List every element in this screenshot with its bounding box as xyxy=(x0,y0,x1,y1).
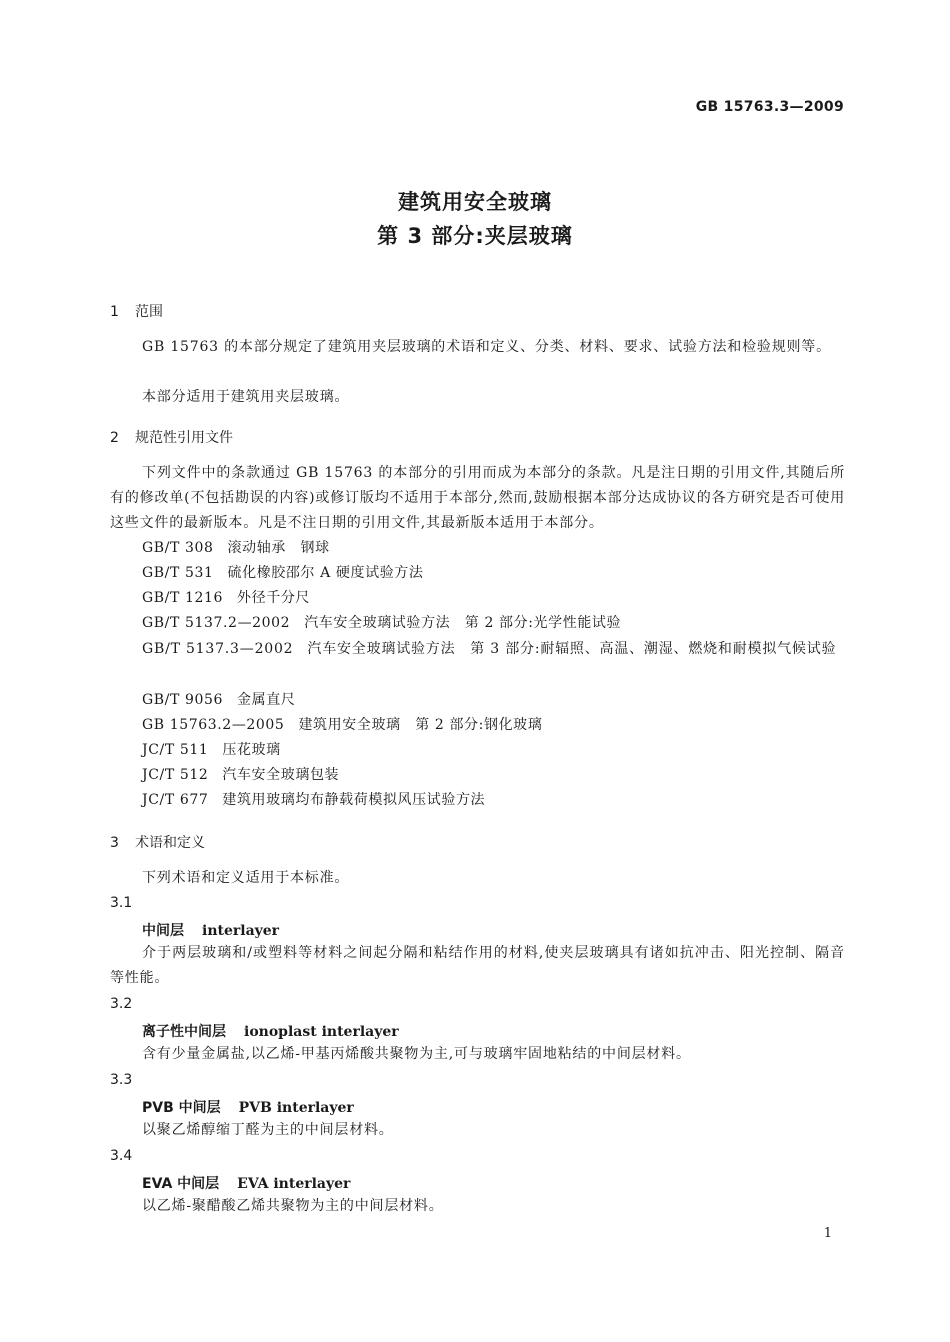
term-name-zh: PVB 中间层 xyxy=(142,1100,221,1116)
term-name xyxy=(142,1097,354,1117)
reference-title: 硫化橡胶邵尔 A 硬度试验方法 xyxy=(227,565,424,581)
term-name-en: interlayer xyxy=(202,923,280,939)
reference-item xyxy=(142,562,424,582)
reference-title: 压花玻璃 xyxy=(222,742,281,758)
reference-title: 建筑用安全玻璃 第 2 部分:钢化玻璃 xyxy=(298,717,543,733)
term-number: 3.4 xyxy=(110,1148,133,1164)
section-number: 1 xyxy=(110,304,119,320)
reference-title: 汽车安全玻璃包装 xyxy=(222,767,340,783)
term-number: 3.1 xyxy=(110,895,133,911)
reference-code: GB/T 531 xyxy=(142,565,214,581)
reference-code: GB/T 308 xyxy=(142,540,214,556)
section-number: 2 xyxy=(110,430,119,446)
reference-item xyxy=(110,637,845,662)
term-definition: 以乙烯-聚醋酸乙烯共聚物为主的中间层材料。 xyxy=(142,1198,444,1214)
term-name xyxy=(142,920,279,940)
reference-item xyxy=(142,537,330,557)
term-definition: 含有少量金属盐,以乙烯-甲基丙烯酸共聚物为主,可与玻璃牢固地粘结的中间层材料。 xyxy=(142,1046,691,1062)
term-definition: 以聚乙烯醇缩丁醛为主的中间层材料。 xyxy=(142,1122,394,1138)
reference-item xyxy=(142,764,339,784)
reference-code: JC/T 512 xyxy=(142,767,209,783)
reference-title: 汽车安全玻璃试验方法 第 3 部分:耐辐照、高温、潮湿、燃烧和耐模拟气候试验 xyxy=(307,641,837,657)
section-heading-scope xyxy=(110,301,163,321)
reference-item xyxy=(142,739,281,759)
scope-paragraph-1: GB 15763 的本部分规定了建筑用夹层玻璃的术语和定义、分类、材料、要求、试验方法和检验规则等。 xyxy=(142,339,831,355)
term-name-en: EVA interlayer xyxy=(237,1176,351,1192)
reference-title: 汽车安全玻璃试验方法 第 2 部分:光学性能试验 xyxy=(304,615,622,631)
reference-item xyxy=(142,789,485,809)
standard-code: GB 15763.3—2009 xyxy=(695,99,844,115)
term-number: 3.3 xyxy=(110,1072,133,1088)
section-title: 术语和定义 xyxy=(135,835,205,851)
term-name xyxy=(142,1021,399,1041)
reference-title: 建筑用玻璃均布静载荷模拟风压试验方法 xyxy=(222,792,486,808)
section-number: 3 xyxy=(110,835,119,851)
term-name-en: PVB interlayer xyxy=(238,1100,354,1116)
reference-code: JC/T 511 xyxy=(142,742,209,758)
reference-code: GB/T 5137.3—2002 xyxy=(142,641,294,657)
reference-code: JC/T 677 xyxy=(142,792,209,808)
reference-item xyxy=(142,612,621,632)
term-name-zh: 中间层 xyxy=(142,923,184,939)
reference-item xyxy=(142,714,542,734)
reference-code: GB/T 1216 xyxy=(142,590,224,606)
reference-title: 外径千分尺 xyxy=(237,590,311,606)
reference-code: GB 15763.2—2005 xyxy=(142,717,285,733)
document-title: 建筑用安全玻璃 xyxy=(398,190,552,214)
reference-code: GB/T 9056 xyxy=(142,692,224,708)
terms-intro: 下列术语和定义适用于本标准。 xyxy=(142,870,350,886)
reference-item xyxy=(142,587,310,607)
section-heading-normative-references xyxy=(110,427,233,447)
term-definition: 介于两层玻璃和/或塑料等材料之间起分隔和粘结作用的材料,使夹层玻璃具有诸如抗冲击、阳光控制、隔音等性能。 xyxy=(110,945,845,986)
references-intro: 下列文件中的条款通过 GB 15763 的本部分的引用而成为本部分的条款。凡是注日期的引用文件,其随后所有的修改单(不包括勘误的内容)或修订版均不适用于本部分,然而,鼓励根据本部分达成协议的各方研究是否可使用这些文件的最新版本。凡是不注日期的引用文件,其最新版本适用于本部分。 xyxy=(110,465,845,531)
term-name xyxy=(142,1173,350,1193)
reference-code: GB/T 5137.2—2002 xyxy=(142,615,291,631)
term-name-en: ionoplast interlayer xyxy=(244,1024,399,1040)
page-number: 1 xyxy=(823,1226,832,1241)
term-name-zh: 离子性中间层 xyxy=(142,1024,226,1040)
scope-paragraph-2: 本部分适用于建筑用夹层玻璃。 xyxy=(142,389,350,405)
document-subtitle: 第 3 部分:夹层玻璃 xyxy=(377,224,573,248)
reference-title: 金属直尺 xyxy=(237,692,296,708)
term-number: 3.2 xyxy=(110,996,133,1012)
reference-title: 滚动轴承 钢球 xyxy=(227,540,330,556)
section-heading-terms xyxy=(110,832,205,852)
term-name-zh: EVA 中间层 xyxy=(142,1176,220,1192)
reference-item xyxy=(142,689,295,709)
section-title: 规范性引用文件 xyxy=(135,430,233,446)
section-title: 范围 xyxy=(135,304,163,320)
